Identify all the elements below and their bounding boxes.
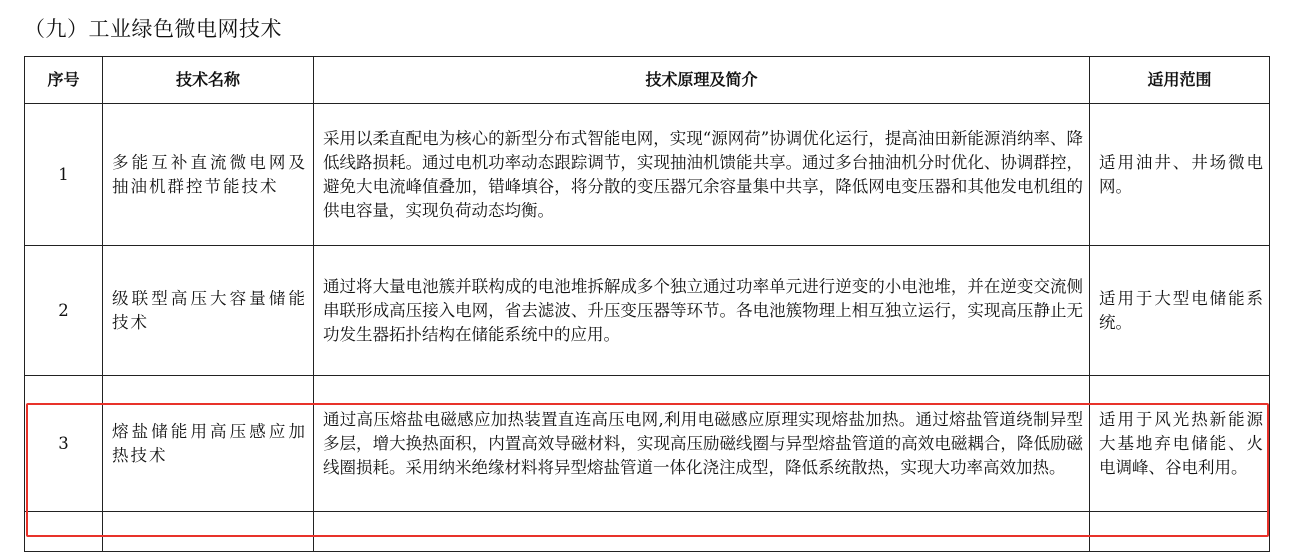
row-index: 2 — [25, 246, 103, 376]
row-cell-empty — [25, 512, 103, 552]
table-row-partial — [25, 512, 1270, 552]
row-tech-name: 级联型高压大容量储能技术 — [103, 246, 314, 376]
header-principle: 技术原理及简介 — [314, 57, 1090, 104]
row-scope: 适用油井、井场微电网。 — [1090, 104, 1270, 246]
row-cell-empty — [103, 512, 314, 552]
row-index: 3 — [25, 376, 103, 512]
table-header-row — [25, 57, 1270, 104]
table-row — [25, 104, 1270, 246]
row-index: 1 — [25, 104, 103, 246]
row-principle: 通过将大量电池簇并联构成的电池堆拆解成多个独立通过功率单元进行逆变的小电池堆，并在逆变交流侧串联形成高压接入电网，省去滤波、升压变压器等环节。各电池簇物理上相互独立运行，实现高压静止无功发生器拓扑结构在储能系统中的应用。 — [314, 246, 1090, 376]
row-cell-empty — [1090, 512, 1270, 552]
table-row — [25, 246, 1270, 376]
row-cell-empty — [314, 512, 1090, 552]
row-tech-name: 多能互补直流微电网及抽油机群控节能技术 — [103, 104, 314, 246]
row-tech-name: 熔盐储能用高压感应加热技术 — [103, 376, 314, 512]
table-row-highlighted — [25, 376, 1270, 512]
section-title: （九）工业绿色微电网技术 — [24, 17, 282, 41]
row-scope: 适用于风光热新能源大基地弃电储能、火电调峰、谷电利用。 — [1090, 376, 1270, 512]
header-index: 序号 — [25, 57, 103, 104]
header-scope: 适用范围 — [1090, 57, 1270, 104]
row-principle: 采用以柔直配电为核心的新型分布式智能电网，实现“源网荷”协调优化运行，提高油田新能源消纳率、降低线路损耗。通过电机功率动态跟踪调节，实现抽油机馈能共享。通过多台抽油机分时优化、协调群控，避免大电流峰值叠加，错峰填谷，将分散的变压器冗余容量集中共享，降低网电变压器和其他发电机组的供电容量，实现负荷动态均衡。 — [314, 104, 1090, 246]
header-tech-name: 技术名称 — [103, 57, 314, 104]
technology-table — [24, 56, 1270, 552]
row-principle: 通过高压熔盐电磁感应加热装置直连高压电网,利用电磁感应原理实现熔盐加热。通过熔盐管道绕制异型多层，增大换热面积，内置高效导磁材料，实现高压励磁线圈与异型熔盐管道的高效电磁耦合，降低励磁线圈损耗。采用纳米绝缘材料将异型熔盐管道一体化浇注成型，降低系统散热，实现大功率高效加热。 — [314, 376, 1090, 512]
row-scope: 适用于大型电储能系统。 — [1090, 246, 1270, 376]
